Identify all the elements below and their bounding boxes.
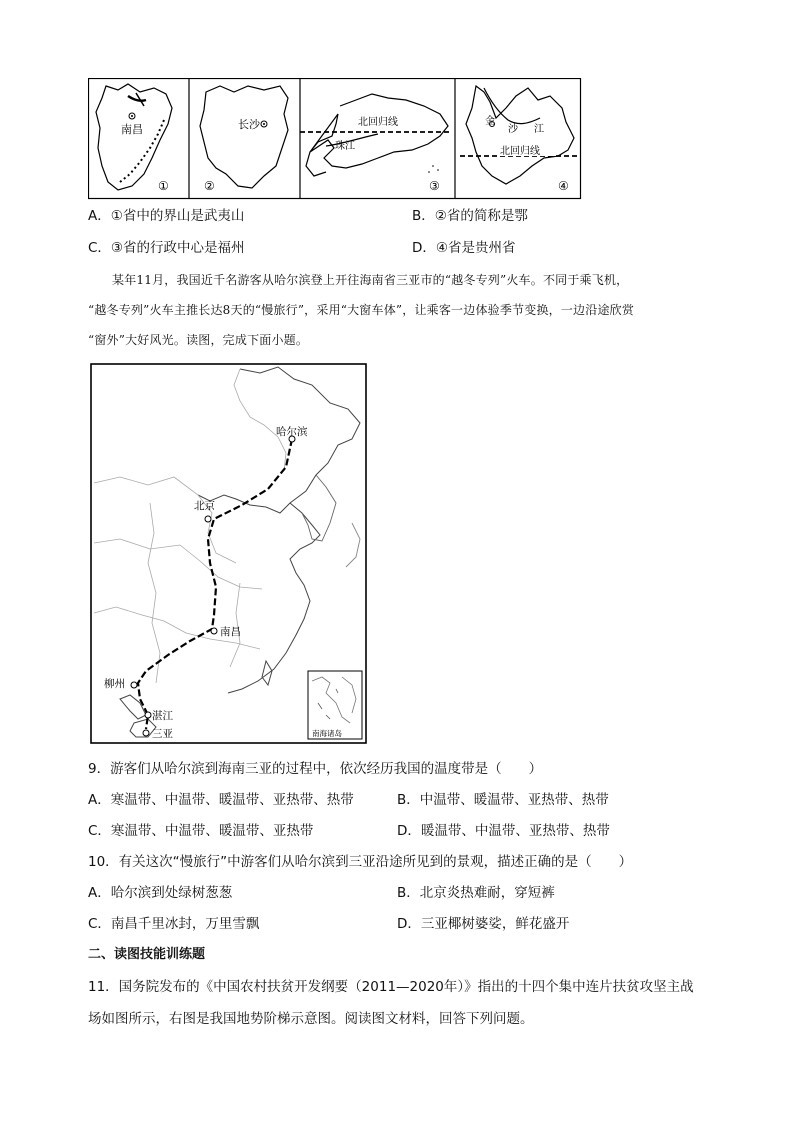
map2-num: ② bbox=[204, 179, 215, 193]
q10-option-a: A．哈尔滨到处绿树葱葱 bbox=[88, 885, 233, 901]
map3-label2: 珠江 bbox=[335, 141, 355, 152]
q9-option-d: D．暖温带、中温带、亚热带、热带 bbox=[397, 823, 610, 839]
passage-line-2: “越冬专列”火车主推长达8天的“慢旅行”，采用“大窗车体”，让乘客一边体验季节变换，一边沿途欣赏 bbox=[88, 303, 635, 317]
map-jiangxi bbox=[96, 84, 172, 193]
route-map-figure bbox=[90, 363, 368, 745]
q10-option-b: B．北京炎热难耐，穿短裤 bbox=[397, 885, 555, 901]
city-harbin: 哈尔滨 bbox=[276, 426, 308, 438]
q9-option-a: A．寒温带、中温带、暖温带、亚热带、热带 bbox=[88, 792, 354, 808]
q9-option-b: B．中温带、暖温带、亚热带、热带 bbox=[397, 792, 609, 808]
inset-label: 南海诸岛 bbox=[312, 729, 342, 738]
q9-stem: 9．游客们从哈尔滨到海南三亚的过程中，依次经历我国的温度带是（ ） bbox=[88, 761, 543, 777]
map3-num: ③ bbox=[429, 179, 440, 193]
city-zhanjiang: 湛江 bbox=[152, 710, 173, 722]
q8-option-c: C．③省的行政中心是福州 bbox=[88, 240, 245, 256]
city-sanya: 三亚 bbox=[152, 728, 173, 740]
map1-city: 南昌 bbox=[121, 123, 143, 136]
passage-line-1: 某年11月，我国近千名游客从哈尔滨登上开往海南省三亚市的“越冬专列”火车。不同于乘飞机， bbox=[112, 273, 629, 287]
map4-num: ④ bbox=[558, 179, 569, 193]
q10-stem: 10．有关这次“慢旅行”中游客们从哈尔滨到三亚沿途所见到的景观，描述正确的是（ ） bbox=[88, 854, 633, 870]
q10-option-d: D．三亚椰树婆娑，鲜花盛开 bbox=[397, 916, 570, 932]
map3-label1: 北回归线 bbox=[358, 117, 398, 128]
map2-city: 长沙 bbox=[238, 118, 260, 131]
city-liuzhou: 柳州 bbox=[104, 678, 125, 690]
q8-option-d: D．④省是贵州省 bbox=[412, 240, 516, 256]
q10-option-c: C．南昌千里冰封，万里雪飘 bbox=[88, 916, 260, 932]
map4-label2: 沙 bbox=[508, 124, 518, 135]
section-2-heading: 二、读图技能训练题 bbox=[88, 947, 206, 962]
map-hunan bbox=[200, 86, 288, 193]
passage-line-3: “窗外”大好风光。读图，完成下面小题。 bbox=[88, 333, 309, 347]
map1-num: ① bbox=[158, 179, 169, 193]
q11-line-2: 场如图所示，右图是我国地势阶梯示意图。阅读图文材料，回答下列问题。 bbox=[88, 1011, 534, 1027]
q8-option-b: B．②省的简称是鄂 bbox=[412, 208, 528, 224]
city-beijing: 北京 bbox=[194, 500, 215, 512]
q8-option-a: A．①省中的界山是武夷山 bbox=[88, 208, 245, 224]
map-yunnan bbox=[460, 86, 578, 193]
province-maps-figure bbox=[88, 78, 582, 200]
map4-label3: 江 bbox=[534, 124, 544, 135]
map-guangdong bbox=[300, 94, 452, 193]
q11-line-1: 11．国务院发布的《中国农村扶贫开发纲要（2011—2020年）》指出的十四个集中连片扶贫攻坚主战 bbox=[88, 979, 694, 995]
map4-label1: 金 bbox=[485, 116, 495, 127]
city-nanchang: 南昌 bbox=[220, 626, 241, 638]
map4-label4: 北回归线 bbox=[500, 146, 540, 157]
q9-option-c: C．寒温带、中温带、暖温带、亚热带 bbox=[88, 823, 314, 839]
